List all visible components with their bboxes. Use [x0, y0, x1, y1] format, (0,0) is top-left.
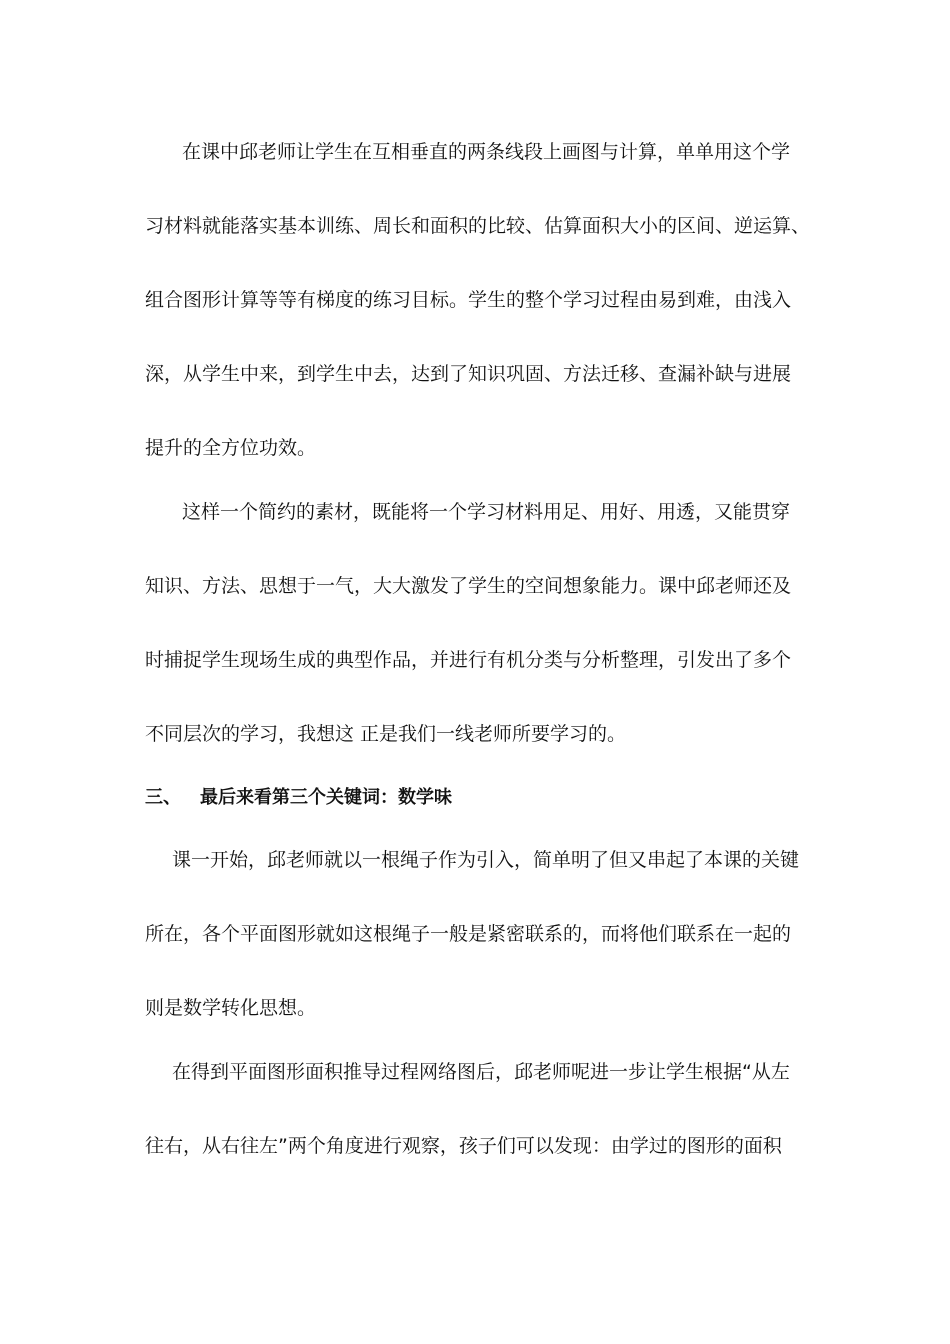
paragraph-4-line-2: 往右，从右往左”两个角度进行观察，孩子们可以发现：由学过的图形的面积 [145, 1135, 782, 1157]
paragraph-2-line-1: 这样一个简约的素材，既能将一个学习材料用足、用好、用透，又能贯穿 [182, 501, 791, 523]
paragraph-2-line-3: 时捕捉学生现场生成的典型作品，并进行有机分类与分析整理，引发出了多个 [145, 649, 792, 671]
paragraph-2-line-4: 不同层次的学习，我想这 正是我们一线老师所要学习的。 [145, 723, 627, 745]
paragraph-1-line-4: 深，从学生中来，到学生中去，达到了知识巩固、方法迁移、查漏补缺与进展 [145, 363, 792, 385]
section-heading-number: 三、 [145, 787, 181, 808]
paragraph-2-line-2: 知识、方法、思想于一气，大大激发了学生的空间想象能力。课中邱老师还及 [145, 575, 792, 597]
paragraph-1-line-3: 组合图形计算等等有梯度的练习目标。学生的整个学习过程由易到难，由浅入 [145, 289, 792, 311]
paragraph-1-line-1: 在课中邱老师让学生在互相垂直的两条线段上画图与计算，单单用这个学 [182, 141, 791, 163]
paragraph-3-line-3: 则是数学转化思想。 [145, 997, 317, 1019]
paragraph-1-line-5: 提升的全方位功效。 [145, 437, 317, 459]
paragraph-3-line-2: 所在，各个平面图形就如这根绳子一般是紧密联系的，而将他们联系在一起的 [145, 923, 792, 945]
section-heading-title: 最后来看第三个关键词：数学味 [200, 787, 452, 808]
paragraph-1-line-2: 习材料就能落实基本训练、周长和面积的比较、估算面积大小的区间、逆运算、 [145, 215, 811, 237]
paragraph-3-line-1: 课一开始，邱老师就以一根绳子作为引入，简单明了但又串起了本课的关键 [172, 849, 800, 871]
paragraph-4-line-1: 在得到平面图形面积推导过程网络图后，邱老师呢进一步让学生根据“从左 [172, 1061, 790, 1083]
